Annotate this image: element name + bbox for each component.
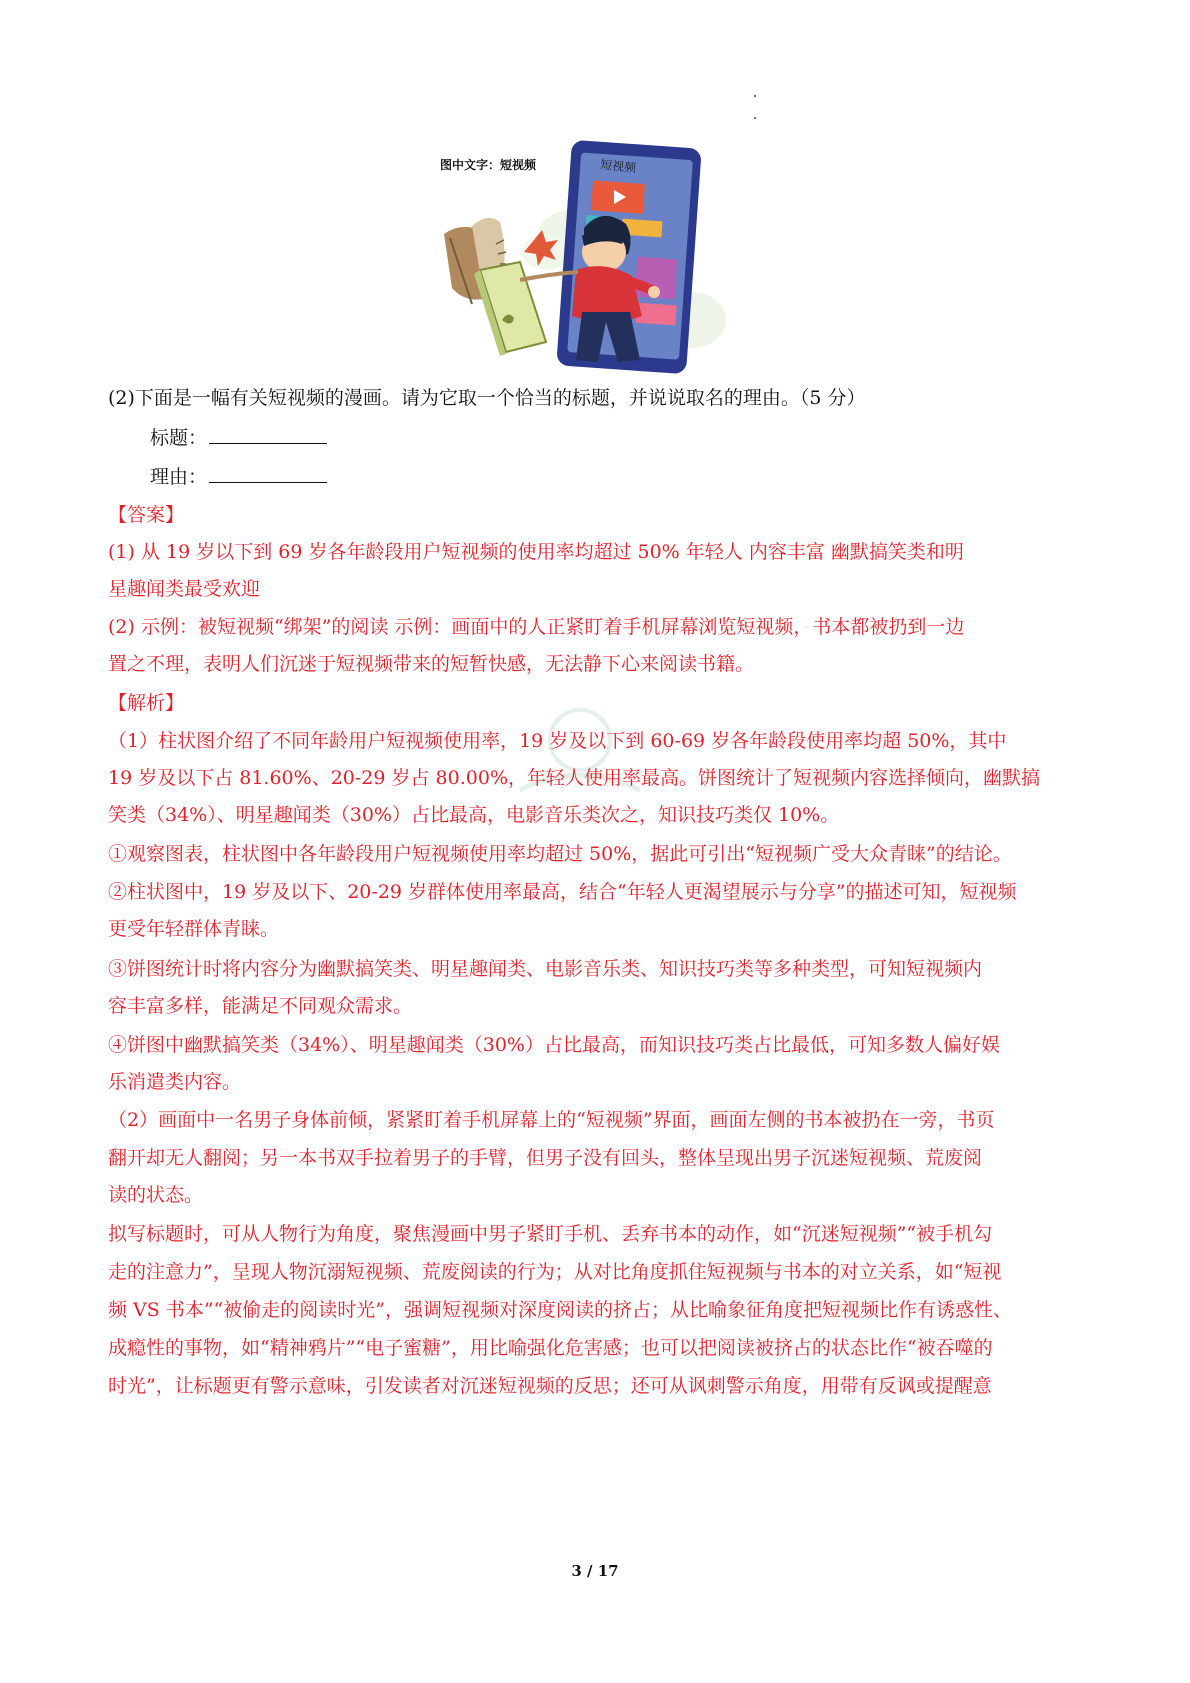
analysis-line: ④饼图中幽默搞笑类（34%）、明星趣闻类（30%）占比最高，而知识技巧类占比最低，可知多数人偏好娱 (108, 1034, 1000, 1056)
analysis-line: 翻开却无人翻阅；另一本书双手拉着男子的手臂，但男子没有回头，整体呈现出男子沉迷短视频、荒废阅 (108, 1147, 983, 1169)
answer-line: (1) 从 19 岁以下到 69 岁各年龄段用户短视频的使用率均超过 50% 年轻人 内容丰富 幽默搞笑类和明 (108, 541, 964, 563)
analysis-line: ②柱状图中，19 岁及以下、20-29 岁群体使用率最高，结合“年轻人更渴望展示与分享”的描述可知，短视频 (108, 881, 1017, 903)
analysis-line: 频 VS 书本”“被偷走的阅读时光”，强调短视频对深度阅读的挤占；从比喻象征角度把短视频比作有诱惑性、 (108, 1299, 1012, 1321)
answer-line: 星趣闻类最受欢迎 (108, 578, 261, 600)
question-prompt: (2)下面是一幅有关短视频的漫画。请为它取一个恰当的标题，并说说取名的理由。（5 分） (108, 387, 866, 409)
analysis-heading: 【解析】 (108, 692, 185, 714)
analysis-line: ③饼图统计时将内容分为幽默搞笑类、明星趣闻类、电影音乐类、知识技巧类等多种类型，可知短视频内 (108, 958, 983, 980)
analysis-line: 读的状态。 (108, 1184, 204, 1206)
analysis-line: 乐消遣类内容。 (108, 1071, 242, 1093)
analysis-line: 时光”，让标题更有警示意味，引发读者对沉迷短视频的反思；还可从讽刺警示角度，用带有反讽或提醒意 (108, 1375, 992, 1397)
title-blank (209, 425, 327, 444)
page-number: 3 / 17 (571, 1562, 619, 1580)
answer-line: (2) 示例：被短视频“绑架”的阅读 示例：画面中的人正紧盯着手机屏幕浏览短视频，书本都被扔到一边 (108, 616, 965, 638)
answer-line: 置之不理，表明人们沉迷于短视频带来的短暂快感，无法静下心来阅读书籍。 (108, 653, 755, 675)
dot-mark (754, 117, 756, 119)
answer-heading: 【答案】 (108, 504, 185, 526)
reason-label: 理由： (150, 466, 208, 488)
analysis-line: 走的注意力”，呈现人物沉溺短视频、荒废阅读的行为；从对比角度抓住短视频与书本的对立关系，如“短视 (108, 1261, 1002, 1283)
analysis-line: 笑类（34%）、明星趣闻类（30%）占比最高，电影音乐类次之，知识技巧类仅 10%。 (108, 804, 840, 826)
analysis-line: 容丰富多样，能满足不同观众需求。 (108, 995, 413, 1017)
analysis-line: （2）画面中一名男子身体前倾，紧紧盯着手机屏幕上的“短视频”界面，画面左侧的书本被扔在一旁，书页 (108, 1109, 995, 1131)
analysis-line: 19 岁及以下占 81.60%、20-29 岁占 80.00%，年轻人使用率最高。饼图统计了短视频内容选择倾向，幽默搞 (108, 767, 1041, 789)
title-answer-field (150, 424, 327, 452)
analysis-line: 更受年轻群体青睐。 (108, 918, 280, 940)
phone-screen-label: 短视频 (599, 157, 637, 176)
dot-mark (754, 95, 756, 97)
reason-answer-field (150, 463, 327, 491)
analysis-line: ①观察图表，柱状图中各年龄段用户短视频使用率均超过 50%，据此可引出“短视频广受大众青睐”的结论。 (108, 843, 1012, 865)
analysis-line: 成瘾性的事物，如“精神鸦片”“电子蜜糖”，用比喻强化危害感；也可以把阅读被挤占的状态比作“被吞噬的 (108, 1337, 993, 1359)
cartoon-figure (436, 140, 786, 402)
analysis-line: 拟写标题时，可从人物行为角度，聚焦漫画中男子紧盯手机、丢弃书本的动作，如“沉迷短视频”“被手机勾 (108, 1223, 993, 1245)
figure-caption: 图中文字：短视频 (440, 158, 537, 172)
analysis-line: （1）柱状图介绍了不同年龄用户短视频使用率，19 岁及以下到 60-69 岁各年龄段使用率均超 50%，其中 (108, 730, 1007, 752)
title-label: 标题： (150, 427, 208, 449)
reason-blank (209, 464, 327, 483)
